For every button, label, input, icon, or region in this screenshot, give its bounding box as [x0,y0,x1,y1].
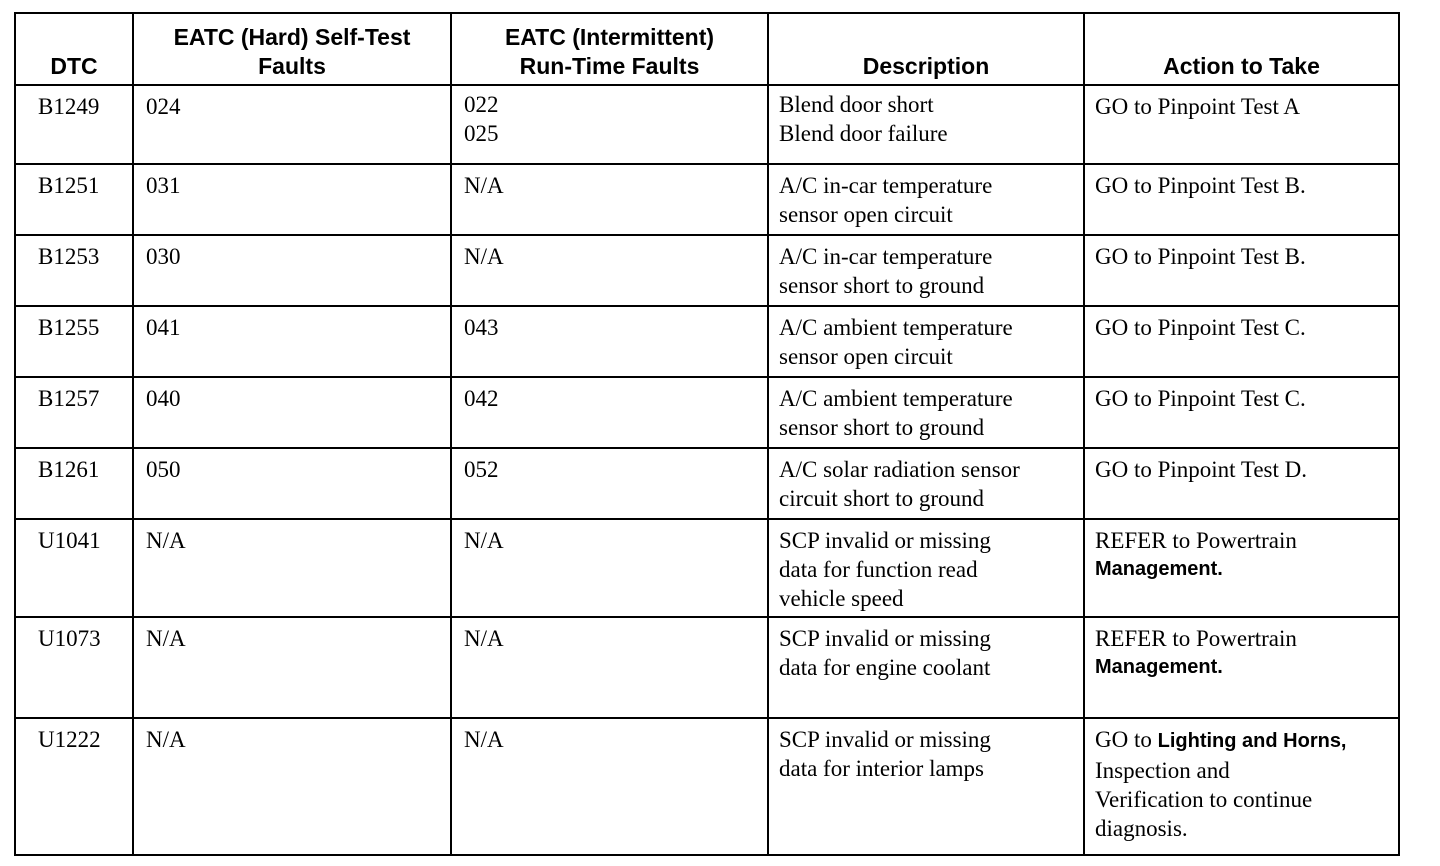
runtime-fault-code: 043 [451,306,768,377]
header-runtime-faults: EATC (Intermittent) Run-Time Faults [451,13,768,85]
dtc-code: B1261 [15,448,133,519]
hard-fault-code: 024 [133,85,451,164]
description: A/C ambient temperature sensor open circuit [768,306,1084,377]
hard-fault-code: 041 [133,306,451,377]
action: GO to Pinpoint Test B. [1084,164,1399,235]
table-row [15,718,1399,855]
runtime-fault-code: 022 025 [451,85,768,164]
runtime-fault-code: N/A [451,617,768,718]
description: Blend door short Blend door failure [768,85,1084,164]
runtime-fault-code: N/A [451,519,768,617]
action: GO to Pinpoint Test B. [1084,235,1399,306]
action: GO to Pinpoint Test A [1084,85,1399,164]
table-row [15,235,1399,306]
description: SCP invalid or missing data for interior lamps [768,718,1084,855]
runtime-fault-code: 042 [451,377,768,448]
dtc-code: U1041 [15,519,133,617]
action: REFER to Powertrain Management. [1084,519,1399,617]
description: SCP invalid or missing data for engine coolant [768,617,1084,718]
header-hard-faults: EATC (Hard) Self-Test Faults [133,13,451,85]
header-action: Action to Take [1084,13,1399,85]
hard-fault-code: 031 [133,164,451,235]
header-dtc: DTC [15,13,133,85]
action: GO to Pinpoint Test C. [1084,377,1399,448]
hard-fault-code: 050 [133,448,451,519]
description: A/C in-car temperature sensor short to ground [768,235,1084,306]
runtime-fault-code: N/A [451,235,768,306]
hard-fault-code: N/A [133,718,451,855]
table-row [15,85,1399,164]
runtime-fault-code: 052 [451,448,768,519]
table-row [15,519,1399,617]
hard-fault-code: N/A [133,617,451,718]
dtc-code: U1222 [15,718,133,855]
dtc-code: B1249 [15,85,133,164]
runtime-fault-code: N/A [451,164,768,235]
header-row [15,13,1399,85]
header-description: Description [768,13,1084,85]
hard-fault-code: N/A [133,519,451,617]
action: REFER to Powertrain Management. [1084,617,1399,718]
description: A/C in-car temperature sensor open circuit [768,164,1084,235]
action: GO to Lighting and Horns, Inspection and Verification to continue diagnosis. [1084,718,1399,855]
hard-fault-code: 040 [133,377,451,448]
table-row [15,306,1399,377]
table-row [15,448,1399,519]
runtime-fault-code: N/A [451,718,768,855]
hard-fault-code: 030 [133,235,451,306]
dtc-code: B1251 [15,164,133,235]
description: A/C solar radiation sensor circuit short to ground [768,448,1084,519]
dtc-table [14,12,1400,856]
dtc-code: B1255 [15,306,133,377]
dtc-code: B1253 [15,235,133,306]
description: SCP invalid or missing data for function read vehicle speed [768,519,1084,617]
dtc-code: B1257 [15,377,133,448]
description: A/C ambient temperature sensor short to ground [768,377,1084,448]
action: GO to Pinpoint Test C. [1084,306,1399,377]
action: GO to Pinpoint Test D. [1084,448,1399,519]
table-row [15,617,1399,718]
table-row [15,377,1399,448]
table-row [15,164,1399,235]
dtc-code: U1073 [15,617,133,718]
